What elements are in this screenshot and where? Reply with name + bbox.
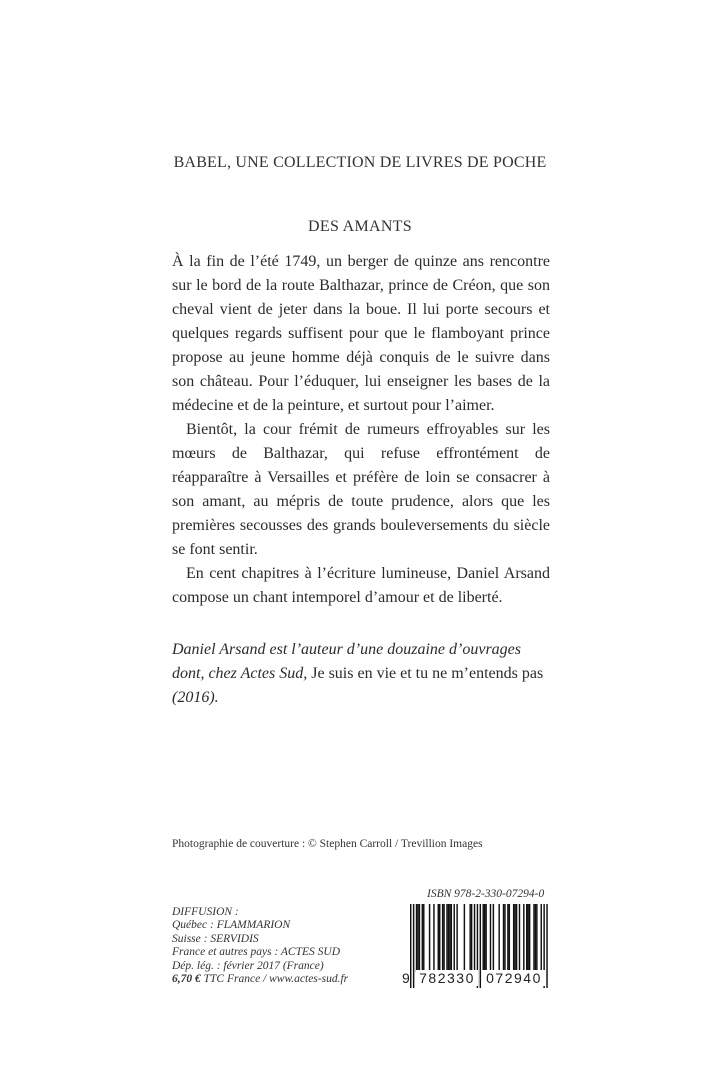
barcode-bar — [423, 904, 424, 972]
barcode-bar — [416, 904, 417, 972]
author-note-book: Je suis en vie et tu ne m’entends pas — [307, 665, 544, 682]
barcode-bar — [446, 904, 447, 972]
legal-deposit: Dép. lég. : février 2017 (France) — [172, 959, 324, 972]
series-line: BABEL, UNE COLLECTION DE LIVRES DE POCHE — [173, 154, 547, 171]
barcode-bar — [503, 904, 504, 972]
barcode-bar — [498, 904, 499, 972]
barcode-bar — [523, 904, 524, 972]
barcode-bar — [507, 904, 508, 972]
barcode-bar — [429, 904, 430, 972]
barcode-first-digit: 9 — [402, 970, 410, 986]
diffusion-france: France et autres pays : ACTES SUD — [172, 946, 341, 959]
diffusion-heading: DIFFUSION : — [172, 906, 239, 918]
barcode-bar — [535, 904, 536, 972]
barcode-bar — [529, 904, 530, 972]
barcode-bar — [439, 904, 440, 972]
barcode-bar — [536, 904, 537, 972]
barcode-bar — [490, 904, 491, 972]
barcode-bar — [484, 904, 485, 972]
price-line — [172, 973, 402, 986]
blurb-paragraph-3: En cent chapitres à l’écriture lumineuse, Daniel Arsand compose un chant intemporel d’amour et de liberté. — [172, 565, 550, 606]
barcode-bar — [456, 904, 457, 972]
barcode-bar — [433, 904, 434, 972]
barcode-bar — [509, 904, 510, 972]
barcode-bar — [527, 904, 528, 972]
barcode-bar — [516, 904, 517, 972]
barcode-bar — [519, 904, 520, 972]
barcode-bar — [449, 904, 450, 972]
barcode-bar — [483, 904, 484, 972]
barcode-bar — [471, 904, 472, 972]
blurb — [172, 250, 550, 610]
barcode-bar — [417, 904, 418, 972]
barcode-group-2: 072940 — [482, 970, 546, 986]
barcode-bar — [504, 904, 505, 972]
barcode-bar — [464, 904, 465, 972]
barcode-bar — [514, 904, 515, 972]
barcode-bar — [474, 904, 475, 972]
price-rest: TTC France / www.actes-sud.fr — [200, 973, 349, 986]
diffusion-block — [172, 906, 402, 986]
author-note — [172, 638, 552, 710]
blurb-paragraph-2: Bientôt, la cour frémit de rumeurs effroyables sur les mœurs de Balthazar, qui refuse effrontément de réapparaître à Versailles et préfère de loin se consacrer à son amant, au mépris de toute prudence, alors que les premières secousses des grands bouleversements du siècle se font sentir. — [172, 421, 550, 558]
barcode-bar — [442, 904, 443, 972]
price: 6,70 € — [172, 973, 201, 986]
barcode-digits — [402, 970, 552, 988]
barcode-group-1: 782330 — [416, 970, 478, 986]
blurb-paragraph-1: À la fin de l’été 1749, un berger de quinze ans rencontre sur le bord de la route Balthazar, prince de Créon, que son cheval vient de jeter dans la boue. Il lui porte secours et quelques regards suffisent pour que le flamboyant prince propose au jeune homme déjà conquis de le suivre dans son château. Pour l’éduquer, lui enseigner les bases de la médecine et de la peinture, et surtout pour l’aimer. — [172, 253, 550, 414]
barcode-bar — [541, 904, 542, 972]
barcode-bar — [454, 904, 455, 972]
barcode-bar — [493, 904, 494, 972]
barcode-bar — [419, 904, 420, 972]
barcode-bar — [443, 904, 444, 972]
barcode-bar — [469, 904, 470, 972]
author-note-intro: Daniel Arsand est l’auteur d’une douzaine d’ouvrages dont, chez Actes Sud, — [172, 641, 521, 682]
diffusion-quebec: Québec : FLAMMARION — [172, 919, 291, 932]
diffusion-suisse: Suisse : SERVIDIS — [172, 932, 259, 945]
author-note-year: (2016). — [172, 689, 219, 706]
barcode-bar — [451, 904, 452, 972]
barcode-bar — [526, 904, 527, 972]
barcode-bar — [513, 904, 514, 972]
barcode-bar — [438, 904, 439, 972]
barcode-bar — [448, 904, 449, 972]
barcode-bar — [485, 904, 486, 972]
isbn-label: ISBN 978-2-330-07294-0 — [427, 888, 545, 900]
barcode-bar — [533, 904, 534, 972]
book-title: DES AMANTS — [308, 218, 412, 235]
photo-credit: Photographie de couverture : © Stephen Carroll / Trevillion Images — [172, 838, 483, 850]
barcode-bar — [422, 904, 423, 972]
